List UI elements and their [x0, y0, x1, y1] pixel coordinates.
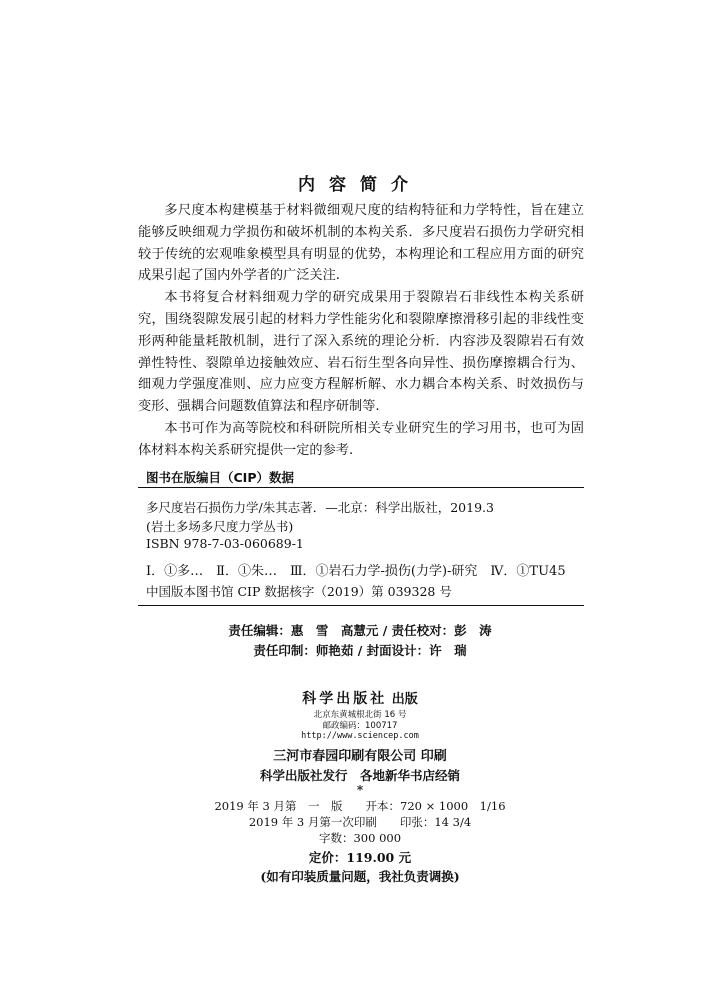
cip-line-record-number: 中国版本图书馆 CIP 数据核字（2019）第 039328 号 — [146, 584, 452, 599]
intro-paragraph-2: 本书将复合材料细观力学的研究成果用于裂隙岩石非线性本构关系研究，围绕裂隙发展引起的材料力学性能劣化和裂隙摩擦滑移引起的非线性变形两种能量耗散机制，进行了深入系统的理论分析．内容涉及裂隙岩石有效弹性特性、裂隙单边接触效应、岩石衍生型各向异性、损伤摩擦耦合行为、细观力学强度准则、应力应变方程解析解、水力耦合本构关系、时效损伤与变形、强耦合问题数值算法和程序研制等. — [138, 290, 584, 415]
cip-line-classification: Ⅰ．①多… Ⅱ．①朱… Ⅲ．①岩石力学-损伤(力学)-研究 Ⅳ．①TU45 — [146, 564, 566, 579]
publisher-address: 北京东黄城根北街 16 号 — [313, 710, 407, 720]
publisher-zip: 邮政编码：100717 — [322, 721, 398, 731]
publisher-line — [0, 688, 720, 708]
intro-paragraph-1: 多尺度本构建模基于材料微细观尺度的结构特征和力学特性，旨在建立能够反映细观力学损伤和破坏机制的本构关系．多尺度岩石损伤力学研究相较于传统的宏观唯象模型具有明显的优势，本构理论和工程应用方面的研究成果引起了国内外学者的广泛关注. — [138, 203, 584, 284]
cip-title: 图书在版编目（CIP）数据 — [146, 470, 294, 485]
cip-line-series: (岩土多场多尺度力学丛书) — [146, 519, 294, 534]
word-count-line: 字数：300 000 — [318, 831, 402, 845]
publisher-name: 科学出版社 — [302, 691, 388, 707]
intro-paragraph-3: 本书可作为高等院校和科研院所相关专业研究生的学习用书，也可为固体材料本构关系研究提供一定的参考. — [138, 420, 584, 458]
cip-line-isbn: ISBN 978-7-03-060689-1 — [146, 536, 304, 551]
production-credits: 责任印制：师艳茹 / 封面设计：许 瑞 — [253, 643, 467, 658]
separator-star: * — [356, 783, 364, 797]
cip-data-box — [138, 487, 584, 606]
section-heading: 内容简介 — [298, 175, 422, 195]
printer-suffix: 印刷 — [420, 749, 447, 764]
publisher-url: http://www.sciencep.com — [301, 731, 419, 741]
editor-credits: 责任编辑：惠 雪 高慧元 / 责任校对：彭 涛 — [228, 623, 492, 638]
edition-line: 2019 年 3 月第 一 版 开本：720 × 1000 1/16 — [214, 799, 506, 813]
quality-notice: (如有印装质量问题，我社负责调换) — [260, 869, 460, 884]
printing-line: 2019 年 3 月第一次印刷 印张：14 3/4 — [248, 815, 472, 829]
distribution-line: 科学出版社发行 各地新华书店经销 — [259, 768, 460, 783]
cip-line-bibliographic: 多尺度岩石损伤力学/朱其志著．—北京：科学出版社，2019.3 — [146, 500, 494, 515]
publisher-suffix: 出版 — [391, 692, 418, 707]
printer-line — [0, 745, 720, 764]
introduction — [138, 200, 584, 462]
price-line: 定价：119.00 元 — [308, 850, 412, 865]
printer-name: 三河市春园印刷有限公司 — [273, 749, 417, 764]
